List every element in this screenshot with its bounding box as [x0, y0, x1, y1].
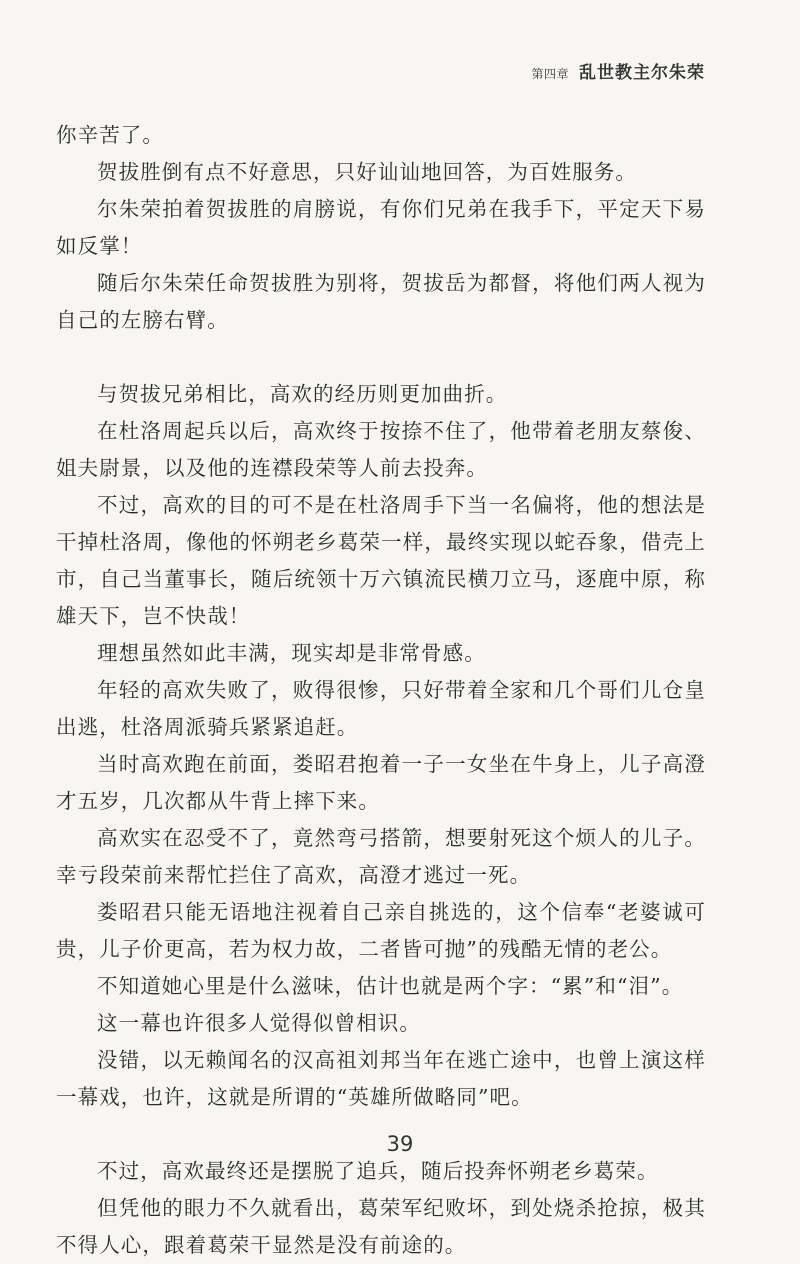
chapter-title: 乱世教主尔朱荣 [579, 63, 705, 83]
running-header [531, 58, 705, 83]
paragraph: 不过，高欢最终还是摆脱了追兵，随后投奔怀朔老乡葛荣。 [97, 1159, 659, 1183]
paragraph: 与贺拔兄弟相比，高欢的经历则更加曲折。 [97, 382, 508, 406]
paragraph: 随后尔朱荣任命贺拔胜为别将，贺拔岳为都督，将他们两人视为自己的左膀右臂。 [56, 271, 706, 332]
paragraph: 这一幕也许很多人觉得似曾相识。 [97, 1011, 421, 1035]
paragraph: 你辛苦了。 [56, 123, 164, 147]
section-break [56, 339, 706, 376]
paragraph: 不过，高欢的目的可不是在杜洛周手下当一名偏将，他的想法是干掉杜洛周，像他的怀朔老乡葛荣一样，最终实现以蛇吞象，借壳上市，自己当董事长，随后统领十万六镇流民横刀立马，逐鹿中原，称雄天下，岂不快哉！ [56, 493, 706, 628]
paragraph: 理想虽然如此丰满，现实却是非常骨感。 [97, 641, 486, 665]
paragraph: 娄昭君只能无语地注视着自己亲自挑选的，这个信奉“老婆诚可贵，儿子价更高，若为权力故，二者皆可抛”的残酷无情的老公。 [56, 900, 706, 961]
paragraph: 不知道她心里是什么滋味，估计也就是两个字：“累”和“泪”。 [97, 974, 684, 998]
paragraph: 年轻的高欢失败了，败得很惨，只好带着全家和几个哥们儿仓皇出逃，杜洛周派骑兵紧紧追赶。 [56, 678, 706, 739]
chapter-label: 第四章 [531, 67, 569, 81]
paragraph: 当时高欢跑在前面，娄昭君抱着一子一女坐在牛身上，儿子高澄才五岁，几次都从牛背上摔下来。 [56, 752, 706, 813]
paragraph: 尔朱荣拍着贺拔胜的肩膀说，有你们兄弟在我手下，平定天下易如反掌！ [56, 197, 706, 258]
paragraph: 高欢实在忍受不了，竟然弯弓搭箭，想要射死这个烦人的儿子。幸亏段荣前来帮忙拦住了高欢，高澄才逃过一死。 [56, 826, 706, 887]
paragraph: 但凭他的眼力不久就看出，葛荣军纪败坏，到处烧杀抢掠，极其不得人心，跟着葛荣干显然是没有前途的。 [56, 1196, 706, 1257]
body-text [56, 117, 706, 1264]
paragraph: 贺拔胜倒有点不好意思，只好讪讪地回答，为百姓服务。 [97, 160, 637, 184]
paragraph: 在杜洛周起兵以后，高欢终于按捺不住了，他带着老朋友蔡俊、姐夫尉景，以及他的连襟段荣等人前去投奔。 [56, 419, 706, 480]
page-number: 39 [386, 1132, 414, 1156]
paragraph: 没错，以无赖闻名的汉高祖刘邦当年在逃亡途中，也曾上演这样一幕戏，也许，这就是所谓的“英雄所做略同”吧。 [56, 1048, 706, 1109]
